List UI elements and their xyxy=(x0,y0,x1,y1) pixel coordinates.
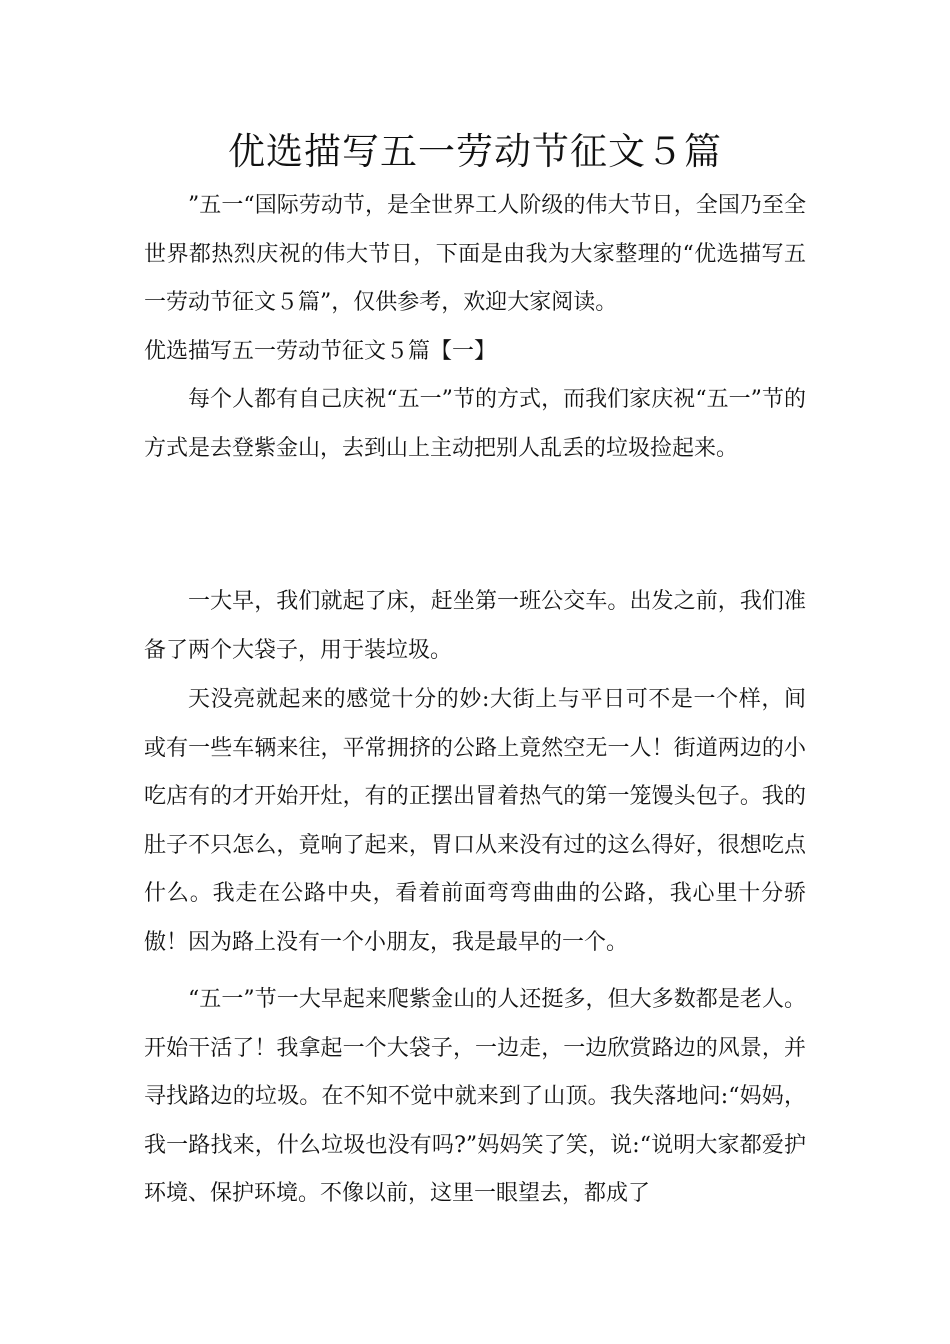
body-paragraph: 每个人都有自己庆祝“五一”节的方式，而我们家庆祝“五一”节的方式是去登紫金山，去到山上主动把别人乱丢的垃圾捡起来。 xyxy=(144,387,806,461)
body-paragraph: “五一”节一大早起来爬紫金山的人还挺多，但大多数都是老人。开始干活了！我拿起一个大袋子，一边走，一边欣赏路边的风景，并寻找路边的垃圾。在不知不觉中就来到了山顶。我失落地问:“妈妈，我一路找来，什么垃圾也没有吗?”妈妈笑了笑，说:“说明大家都爱护环境、保护环境。不像以前，这里一眼望去，都成了 xyxy=(144,987,806,1206)
intro-paragraph: ”五一“国际劳动节，是全世界工人阶级的伟大节日，全国乃至全世界都热烈庆祝的伟大节日，下面是由我为大家整理的“优选描写五一劳动节征文５篇”，仅供参考，欢迎大家阅读。 xyxy=(144,193,806,315)
body-paragraph: 天没亮就起来的感觉十分的妙:大街上与平日可不是一个样，间或有一些车辆来往，平常拥挤的公路上竟然空无一人！街道两边的小吃店有的才开始开灶，有的正摆出冒着热气的第一笼馒头包子。我的肚子不只怎么，竟响了起来，胃口从来没有过的这么得好，很想吃点什么。我走在公路中央，看着前面弯弯曲曲的公路，我心里十分骄傲！因为路上没有一个小朋友，我是最早的一个。 xyxy=(144,687,806,955)
body-paragraph: 一大早，我们就起了床，赶坐第一班公交车。出发之前，我们准备了两个大袋子，用于装垃圾。 xyxy=(144,589,806,663)
section-heading: 优选描写五一劳动节征文５篇【一】 xyxy=(144,339,497,364)
document-title: 优选描写五一劳动节征文５篇 xyxy=(228,130,722,173)
